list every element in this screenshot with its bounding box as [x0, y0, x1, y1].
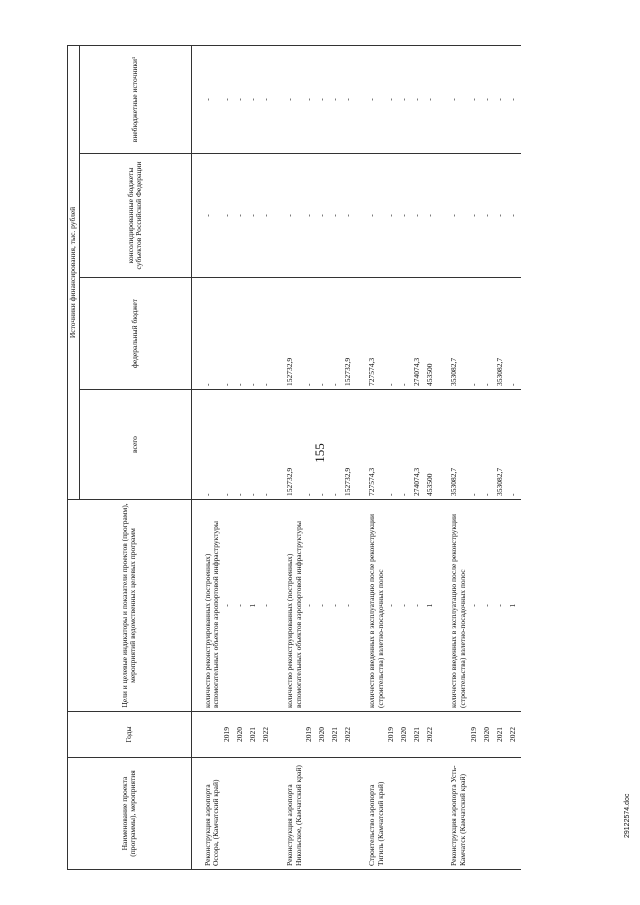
federal-value: 152732,9	[274, 278, 304, 390]
federal-value: -	[261, 278, 274, 390]
extra-value: -	[412, 45, 425, 153]
total-value: -	[330, 390, 343, 500]
total-value: -	[191, 390, 222, 500]
total-value: -	[222, 390, 235, 500]
extra-value: -	[356, 45, 386, 153]
indicator-value: -	[412, 500, 425, 712]
extra-value: -	[235, 45, 248, 153]
header-years: Годы	[68, 712, 192, 758]
year-cell: 2021	[495, 712, 508, 758]
federal-value: -	[317, 278, 330, 390]
header-name: Наименование проекта (программы), мероприятия	[68, 758, 192, 870]
federal-value: -	[508, 278, 521, 390]
year-cell	[356, 712, 386, 758]
federal-value: -	[235, 278, 248, 390]
indicator-value: -	[222, 500, 235, 712]
project-name: Реконструкция аэропорта Усть-Камчатск (Камчатский край)	[438, 758, 520, 870]
indicator-value: -	[386, 500, 399, 712]
indicator-value: -	[330, 500, 343, 712]
project-name: Строительство аэропорта Тигиль (Камчатский край)	[356, 758, 438, 870]
regional-value: -	[248, 154, 261, 278]
table-row	[438, 45, 468, 869]
header-extra: внебюджетные источники¹	[79, 45, 191, 153]
federal-value: 353082,7	[495, 278, 508, 390]
table-row	[304, 45, 317, 869]
total-value: -	[248, 390, 261, 500]
indicator-description: количество введенных в эксплуатацию после реконструкции (строительства) взлетно-посадочных полос	[356, 500, 386, 712]
indicator-value: -	[495, 500, 508, 712]
regional-value: -	[330, 154, 343, 278]
year-cell: 2021	[330, 712, 343, 758]
page-number: 155	[312, 443, 327, 463]
table-row	[386, 45, 399, 869]
extra-value: -	[386, 45, 399, 153]
extra-value: -	[274, 45, 304, 153]
table-row	[191, 45, 222, 869]
regional-value: -	[508, 154, 521, 278]
federal-value: -	[482, 278, 495, 390]
indicator-value: -	[343, 500, 356, 712]
regional-value: -	[235, 154, 248, 278]
indicator-value: -	[235, 500, 248, 712]
header-total: всего	[79, 390, 191, 500]
year-cell: 2022	[425, 712, 438, 758]
extra-value: -	[508, 45, 521, 153]
federal-value: -	[248, 278, 261, 390]
regional-value: -	[274, 154, 304, 278]
total-value: 353082,7	[495, 390, 508, 500]
federal-value: -	[222, 278, 235, 390]
table-row	[343, 45, 356, 869]
header-sources: Источники финансирования, тыс. рублей	[68, 45, 80, 499]
table-row	[495, 45, 508, 869]
extra-value: -	[438, 45, 468, 153]
federal-value: -	[469, 278, 482, 390]
year-cell: 2021	[412, 712, 425, 758]
table-row	[317, 45, 330, 869]
year-cell: 2019	[386, 712, 399, 758]
federal-value: -	[399, 278, 412, 390]
indicator-value: -	[482, 500, 495, 712]
table-row	[482, 45, 495, 869]
federal-value: -	[304, 278, 317, 390]
table-row	[412, 45, 425, 869]
total-value: -	[469, 390, 482, 500]
federal-value: 274074,3	[412, 278, 425, 390]
regional-value: -	[304, 154, 317, 278]
financing-table	[67, 45, 521, 870]
year-cell: 2022	[343, 712, 356, 758]
regional-value: -	[495, 154, 508, 278]
indicator-description: количество реконструированных (построенных) вспомогательных объектов аэропортовой инфраструктуры	[274, 500, 304, 712]
extra-value: -	[317, 45, 330, 153]
year-cell: 2022	[508, 712, 521, 758]
total-value: -	[261, 390, 274, 500]
year-cell: 2022	[261, 712, 274, 758]
federal-value: 453500	[425, 278, 438, 390]
total-value: 152732,9	[274, 390, 304, 500]
total-value: -	[304, 390, 317, 500]
regional-value: -	[191, 154, 222, 278]
regional-value: -	[469, 154, 482, 278]
indicator-description: количество реконструированных (построенных) вспомогательных объектов аэропортовой инфраструктуры	[191, 500, 222, 712]
total-value: 727574,3	[356, 390, 386, 500]
regional-value: -	[425, 154, 438, 278]
header-goals: Цели и целевые индикаторы и показатели проектов (программ), мероприятий ведомственных целевых программ	[68, 500, 192, 712]
federal-value: -	[191, 278, 222, 390]
indicator-value: 1	[508, 500, 521, 712]
header-federal: федеральный бюджет	[79, 278, 191, 390]
extra-value: -	[304, 45, 317, 153]
project-name: Реконструкция аэропорта Оссора, (Камчатский край)	[191, 758, 274, 870]
regional-value: -	[317, 154, 330, 278]
table-row	[261, 45, 274, 869]
extra-value: -	[222, 45, 235, 153]
table-row	[248, 45, 261, 869]
year-cell: 2019	[222, 712, 235, 758]
total-value: 353082,7	[438, 390, 468, 500]
extra-value: -	[425, 45, 438, 153]
total-value: 152732,9	[343, 390, 356, 500]
total-value: -	[399, 390, 412, 500]
federal-value: 727574,3	[356, 278, 386, 390]
table-row	[235, 45, 248, 869]
table-row	[274, 45, 304, 869]
total-value: -	[386, 390, 399, 500]
indicator-description: количество введенных в эксплуатацию после реконструкции (строительства) взлетно-посадочных полос	[438, 500, 468, 712]
table-row	[356, 45, 386, 869]
year-cell: 2020	[482, 712, 495, 758]
table-row	[330, 45, 343, 869]
indicator-value: 1	[248, 500, 261, 712]
year-cell	[191, 712, 222, 758]
extra-value: -	[495, 45, 508, 153]
federal-value: -	[330, 278, 343, 390]
table-row	[469, 45, 482, 869]
regional-value: -	[482, 154, 495, 278]
year-cell	[438, 712, 468, 758]
total-value: -	[482, 390, 495, 500]
regional-value: -	[343, 154, 356, 278]
table-row	[425, 45, 438, 869]
federal-value: 353082,7	[438, 278, 468, 390]
header-regional: консолидированные бюджеты субъектов Российской Федерации	[79, 154, 191, 278]
regional-value: -	[261, 154, 274, 278]
federal-value: 152732,9	[343, 278, 356, 390]
regional-value: -	[386, 154, 399, 278]
federal-value: -	[386, 278, 399, 390]
year-cell: 2019	[469, 712, 482, 758]
total-value: -	[317, 390, 330, 500]
regional-value: -	[222, 154, 235, 278]
year-cell: 2021	[248, 712, 261, 758]
regional-value: -	[399, 154, 412, 278]
extra-value: -	[469, 45, 482, 153]
indicator-value: -	[469, 500, 482, 712]
year-cell: 2020	[317, 712, 330, 758]
extra-value: -	[343, 45, 356, 153]
footer-filename: 29122574.doc	[624, 793, 631, 838]
table-row	[508, 45, 521, 869]
extra-value: -	[399, 45, 412, 153]
extra-value: -	[261, 45, 274, 153]
total-value: -	[235, 390, 248, 500]
total-value: -	[508, 390, 521, 500]
indicator-value: 1	[425, 500, 438, 712]
indicator-value: -	[304, 500, 317, 712]
year-cell: 2020	[399, 712, 412, 758]
extra-value: -	[330, 45, 343, 153]
table-row	[399, 45, 412, 869]
indicator-value: -	[317, 500, 330, 712]
year-cell: 2019	[304, 712, 317, 758]
indicator-value: -	[261, 500, 274, 712]
table-row	[222, 45, 235, 869]
indicator-value: -	[399, 500, 412, 712]
total-value: 274074,3	[412, 390, 425, 500]
year-cell: 2020	[235, 712, 248, 758]
project-name: Реконструкция аэропорта Никольское, (Камчатский край)	[274, 758, 356, 870]
extra-value: -	[482, 45, 495, 153]
extra-value: -	[191, 45, 222, 153]
table-body	[191, 45, 521, 869]
extra-value: -	[248, 45, 261, 153]
regional-value: -	[356, 154, 386, 278]
regional-value: -	[412, 154, 425, 278]
rotated-table-wrapper	[67, 46, 592, 870]
total-value: 453500	[425, 390, 438, 500]
regional-value: -	[438, 154, 468, 278]
year-cell	[274, 712, 304, 758]
